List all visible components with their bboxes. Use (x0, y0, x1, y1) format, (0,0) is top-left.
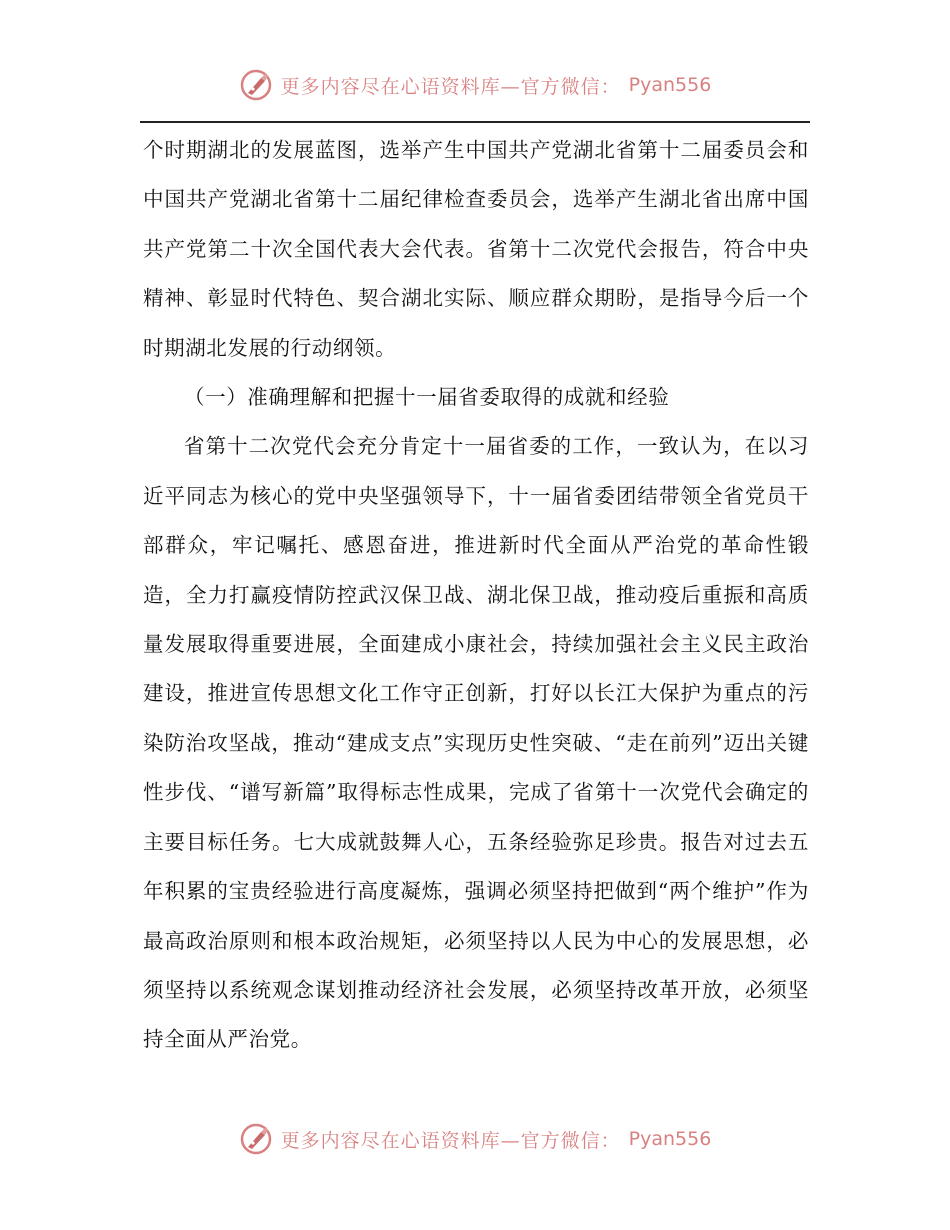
pen-nib-icon (239, 68, 273, 102)
watermark-wechat-id: Pyan556 (628, 74, 712, 96)
watermark-wechat-id: Pyan556 (628, 1128, 712, 1150)
document-body (143, 126, 809, 1065)
footer-watermark (0, 1122, 950, 1156)
section-heading: （一）准确理解和把握十一届省委取得的成就和经验 (184, 385, 670, 410)
pen-nib-icon (239, 1122, 273, 1156)
watermark-text: 更多内容尽在心语资料库—官方微信： (280, 75, 621, 98)
body-paragraph: 个时期湖北的发展蓝图，选举产生中国共产党湖北省第十二届委员会和中国共产党湖北省第十二届纪律检查委员会，选举产生湖北省出席中国共产党第二十次全国代表大会代表。省第十二次党代会报告，符合中央精神、彰显时代特色、契合湖北实际、顺应群众期盼，是指导今后一个时期湖北发展的行动纲领。 (143, 138, 809, 360)
watermark-text: 更多内容尽在心语资料库—官方微信： (280, 1129, 621, 1152)
header-divider (140, 121, 810, 123)
header-watermark (0, 68, 950, 102)
body-paragraph: 省第十二次党代会充分肯定十一届省委的工作，一致认为，在以习近平同志为核心的党中央坚强领导下，十一届省委团结带领全省党员干部群众，牢记嘱托、感恩奋进，推进新时代全面从严治党的革命性锻造，全力打赢疫情防控武汉保卫战、湖北保卫战，推动疫后重振和高质量发展取得重要进展，全面建成小康社会，持续加强社会主义民主政治建设，推进宣传思想文化工作守正创新，打好以长江大保护为重点的污染防治攻坚战，推动“建成支点”实现历史性突破、“走在前列”迈出关键性步伐、“谱写新篇”取得标志性成果，完成了省第十一次党代会确定的主要目标任务。七大成就鼓舞人心，五条经验弥足珍贵。报告对过去五年积累的宝贵经验进行高度凝炼，强调必须坚持把做到“两个维护”作为最高政治原则和根本政治规矩，必须坚持以人民为中心的发展思想，必须坚持以系统观念谋划推动经济社会发展，必须坚持改革开放，必须坚持全面从严治党。 (143, 434, 809, 1052)
